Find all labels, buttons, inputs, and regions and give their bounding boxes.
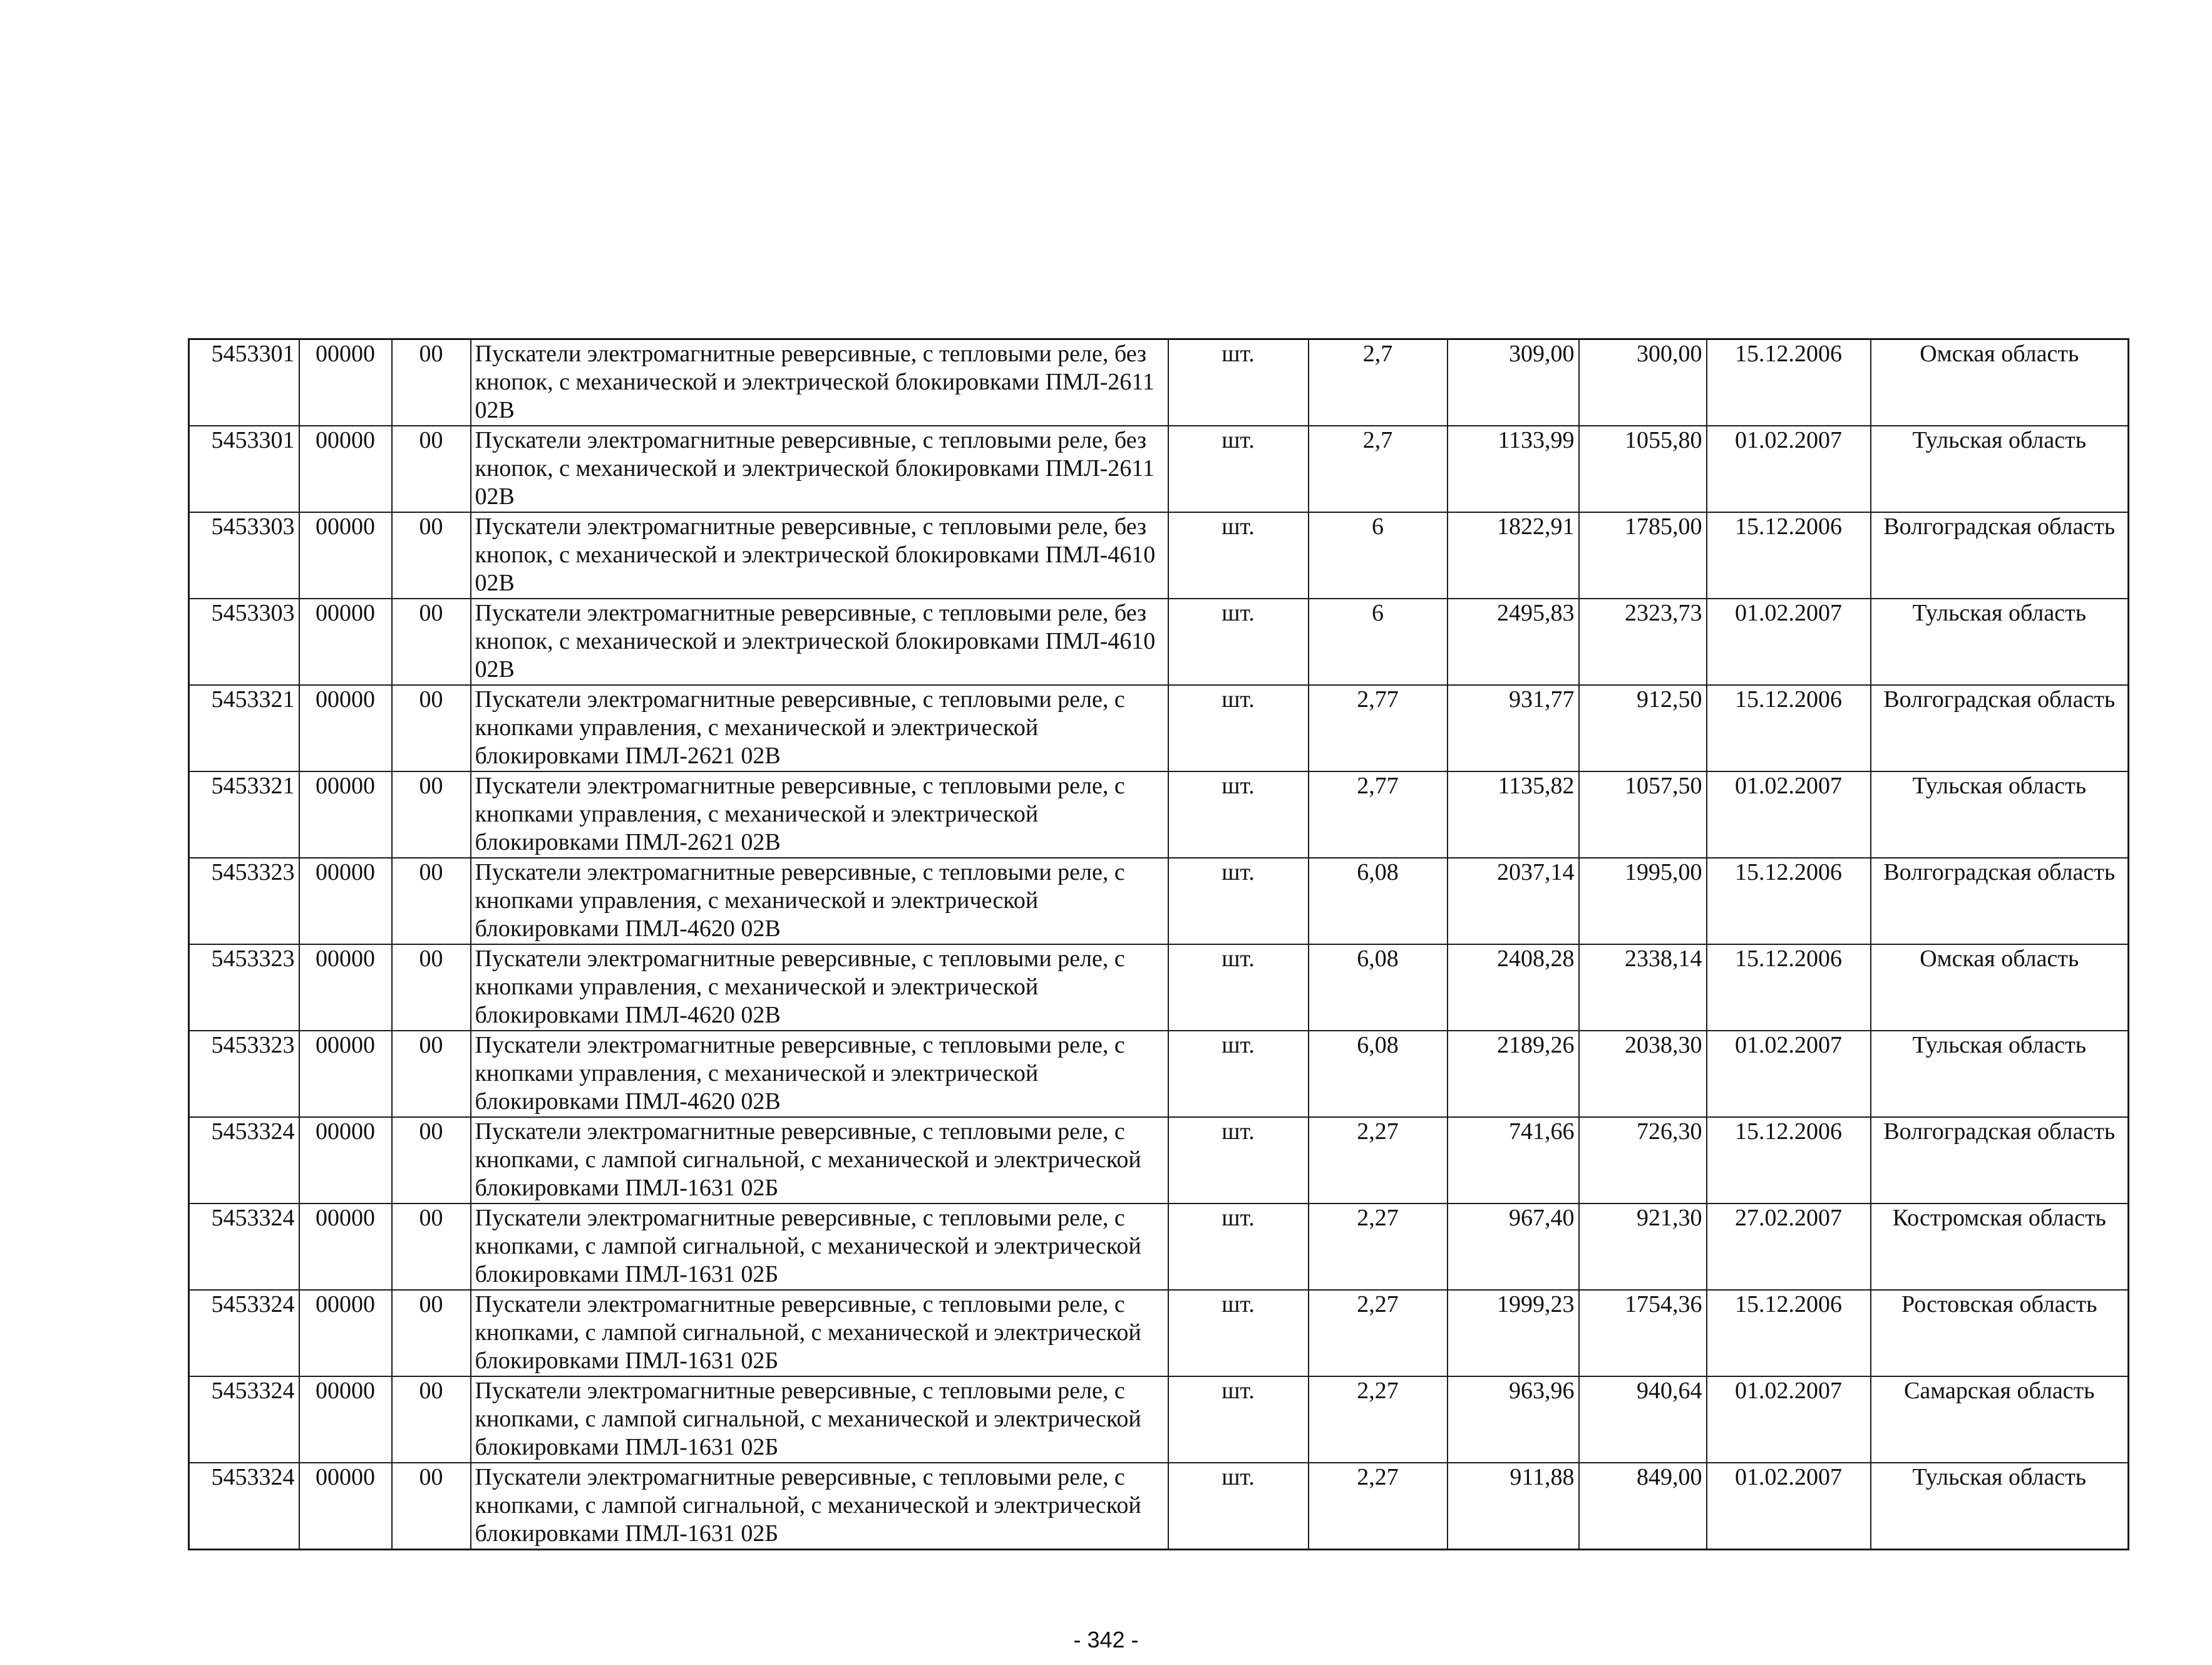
cell-price-total: 741,66: [1448, 1117, 1579, 1204]
cell-unit: шт.: [1168, 1204, 1309, 1290]
cell-subcode: 00000: [299, 1463, 392, 1550]
cell-coefficient: 2,7: [1309, 426, 1448, 512]
cell-description: Пускатели электромагнитные реверсивные, с тепловыми реле, с кнопками, с лампой сигнальной, с механической и электрической блокировками ПМЛ-1631 02Б: [471, 1117, 1168, 1204]
cell-subcode: 00000: [299, 771, 392, 858]
cell-code: 5453321: [189, 771, 299, 858]
cell-price-base: 1785,00: [1579, 512, 1707, 599]
cell-ext: 00: [392, 1117, 471, 1204]
cell-subcode: 00000: [299, 1117, 392, 1204]
cell-region: Омская область: [1871, 944, 2129, 1031]
cell-subcode: 00000: [299, 1290, 392, 1376]
cell-description: Пускатели электромагнитные реверсивные, с тепловыми реле, без кнопок, с механической и электрической блокировками ПМЛ-4610 02В: [471, 599, 1168, 685]
cell-region: Тульская область: [1871, 1463, 2129, 1550]
cell-coefficient: 2,77: [1309, 685, 1448, 771]
cell-price-total: 2037,14: [1448, 858, 1579, 944]
cell-description: Пускатели электромагнитные реверсивные, с тепловыми реле, с кнопками управления, с механической и электрической блокировками ПМЛ-4620 02В: [471, 944, 1168, 1031]
cell-date: 01.02.2007: [1707, 1031, 1871, 1117]
table-row: [189, 1204, 2129, 1290]
cell-ext: 00: [392, 1463, 471, 1550]
cell-date: 01.02.2007: [1707, 771, 1871, 858]
table-row: [189, 1031, 2129, 1117]
cell-coefficient: 2,27: [1309, 1290, 1448, 1376]
cell-region: Тульская область: [1871, 599, 2129, 685]
cell-price-total: 2408,28: [1448, 944, 1579, 1031]
cell-code: 5453301: [189, 426, 299, 512]
cell-unit: шт.: [1168, 1463, 1309, 1550]
cell-region: Тульская область: [1871, 771, 2129, 858]
cell-date: 01.02.2007: [1707, 1463, 1871, 1550]
cell-price-total: 1135,82: [1448, 771, 1579, 858]
cell-code: 5453303: [189, 599, 299, 685]
cell-code: 5453323: [189, 858, 299, 944]
table-row: [189, 858, 2129, 944]
cell-date: 15.12.2006: [1707, 1117, 1871, 1204]
table-row: [189, 1376, 2129, 1463]
cell-coefficient: 6,08: [1309, 1031, 1448, 1117]
cell-code: 5453324: [189, 1117, 299, 1204]
cell-region: Волгоградская область: [1871, 512, 2129, 599]
cell-code: 5453323: [189, 1031, 299, 1117]
cell-unit: шт.: [1168, 1290, 1309, 1376]
cell-ext: 00: [392, 1031, 471, 1117]
page-number: - 342 -: [1073, 1627, 1139, 1652]
cell-unit: шт.: [1168, 771, 1309, 858]
cell-description: Пускатели электромагнитные реверсивные, с тепловыми реле, без кнопок, с механической и электрической блокировками ПМЛ-4610 02В: [471, 512, 1168, 599]
cell-price-total: 2189,26: [1448, 1031, 1579, 1117]
cell-price-base: 726,30: [1579, 1117, 1707, 1204]
cell-date: 01.02.2007: [1707, 1376, 1871, 1463]
table-body: [189, 339, 2129, 1550]
cell-unit: шт.: [1168, 1117, 1309, 1204]
cell-price-total: 967,40: [1448, 1204, 1579, 1290]
table-row: [189, 426, 2129, 512]
cell-subcode: 00000: [299, 1376, 392, 1463]
cell-coefficient: 2,27: [1309, 1463, 1448, 1550]
cell-date: 15.12.2006: [1707, 339, 1871, 426]
cell-price-total: 1822,91: [1448, 512, 1579, 599]
cell-price-base: 300,00: [1579, 339, 1707, 426]
cell-coefficient: 2,27: [1309, 1204, 1448, 1290]
cell-coefficient: 2,77: [1309, 771, 1448, 858]
cell-date: 27.02.2007: [1707, 1204, 1871, 1290]
cell-ext: 00: [392, 1204, 471, 1290]
table-row: [189, 339, 2129, 426]
cell-price-total: 963,96: [1448, 1376, 1579, 1463]
cell-price-base: 2038,30: [1579, 1031, 1707, 1117]
table-row: [189, 599, 2129, 685]
cell-subcode: 00000: [299, 1031, 392, 1117]
table-row: [189, 771, 2129, 858]
table-row: [189, 944, 2129, 1031]
cell-subcode: 00000: [299, 858, 392, 944]
cell-region: Костромская область: [1871, 1204, 2129, 1290]
cell-ext: 00: [392, 426, 471, 512]
cell-region: Волгоградская область: [1871, 858, 2129, 944]
cell-unit: шт.: [1168, 685, 1309, 771]
cell-price-base: 912,50: [1579, 685, 1707, 771]
cell-description: Пускатели электромагнитные реверсивные, с тепловыми реле, с кнопками, с лампой сигнальной, с механической и электрической блокировками ПМЛ-1631 02Б: [471, 1290, 1168, 1376]
cell-price-base: 1754,36: [1579, 1290, 1707, 1376]
cell-unit: шт.: [1168, 1031, 1309, 1117]
cell-price-base: 2323,73: [1579, 599, 1707, 685]
cell-date: 15.12.2006: [1707, 1290, 1871, 1376]
cell-date: 15.12.2006: [1707, 512, 1871, 599]
cell-unit: шт.: [1168, 339, 1309, 426]
cell-unit: шт.: [1168, 512, 1309, 599]
cell-coefficient: 2,27: [1309, 1117, 1448, 1204]
cell-price-base: 940,64: [1579, 1376, 1707, 1463]
table-row: [189, 1463, 2129, 1550]
cell-unit: шт.: [1168, 426, 1309, 512]
cell-description: Пускатели электромагнитные реверсивные, с тепловыми реле, без кнопок, с механической и электрической блокировками ПМЛ-2611 02В: [471, 339, 1168, 426]
cell-ext: 00: [392, 599, 471, 685]
cell-subcode: 00000: [299, 339, 392, 426]
cell-ext: 00: [392, 339, 471, 426]
cell-subcode: 00000: [299, 1204, 392, 1290]
table-row: [189, 512, 2129, 599]
cell-code: 5453303: [189, 512, 299, 599]
cell-date: 15.12.2006: [1707, 858, 1871, 944]
price-table: [188, 338, 2129, 1550]
cell-code: 5453301: [189, 339, 299, 426]
cell-price-total: 931,77: [1448, 685, 1579, 771]
cell-description: Пускатели электромагнитные реверсивные, с тепловыми реле, с кнопками, с лампой сигнальной, с механической и электрической блокировками ПМЛ-1631 02Б: [471, 1376, 1168, 1463]
cell-date: 15.12.2006: [1707, 944, 1871, 1031]
cell-price-base: 1055,80: [1579, 426, 1707, 512]
cell-coefficient: 6: [1309, 599, 1448, 685]
cell-unit: шт.: [1168, 858, 1309, 944]
cell-price-base: 921,30: [1579, 1204, 1707, 1290]
cell-coefficient: 2,27: [1309, 1376, 1448, 1463]
cell-subcode: 00000: [299, 599, 392, 685]
cell-unit: шт.: [1168, 1376, 1309, 1463]
cell-code: 5453321: [189, 685, 299, 771]
cell-region: Волгоградская область: [1871, 1117, 2129, 1204]
cell-price-total: 309,00: [1448, 339, 1579, 426]
cell-coefficient: 6,08: [1309, 858, 1448, 944]
cell-code: 5453324: [189, 1290, 299, 1376]
cell-subcode: 00000: [299, 512, 392, 599]
cell-code: 5453324: [189, 1376, 299, 1463]
cell-ext: 00: [392, 1376, 471, 1463]
cell-unit: шт.: [1168, 599, 1309, 685]
cell-description: Пускатели электромагнитные реверсивные, с тепловыми реле, с кнопками управления, с механической и электрической блокировками ПМЛ-2621 02В: [471, 771, 1168, 858]
cell-date: 15.12.2006: [1707, 685, 1871, 771]
cell-price-total: 1999,23: [1448, 1290, 1579, 1376]
cell-region: Тульская область: [1871, 1031, 2129, 1117]
cell-date: 01.02.2007: [1707, 599, 1871, 685]
cell-description: Пускатели электромагнитные реверсивные, с тепловыми реле, с кнопками управления, с механической и электрической блокировками ПМЛ-4620 02В: [471, 858, 1168, 944]
cell-description: Пускатели электромагнитные реверсивные, с тепловыми реле, без кнопок, с механической и электрической блокировками ПМЛ-2611 02В: [471, 426, 1168, 512]
cell-price-base: 1995,00: [1579, 858, 1707, 944]
cell-price-total: 911,88: [1448, 1463, 1579, 1550]
cell-date: 01.02.2007: [1707, 426, 1871, 512]
cell-price-total: 2495,83: [1448, 599, 1579, 685]
cell-unit: шт.: [1168, 944, 1309, 1031]
cell-coefficient: 6: [1309, 512, 1448, 599]
cell-subcode: 00000: [299, 685, 392, 771]
cell-ext: 00: [392, 858, 471, 944]
cell-coefficient: 2,7: [1309, 339, 1448, 426]
cell-description: Пускатели электромагнитные реверсивные, с тепловыми реле, с кнопками, с лампой сигнальной, с механической и электрической блокировками ПМЛ-1631 02Б: [471, 1204, 1168, 1290]
cell-code: 5453323: [189, 944, 299, 1031]
cell-subcode: 00000: [299, 426, 392, 512]
cell-coefficient: 6,08: [1309, 944, 1448, 1031]
cell-code: 5453324: [189, 1204, 299, 1290]
cell-region: Тульская область: [1871, 426, 2129, 512]
cell-region: Волгоградская область: [1871, 685, 2129, 771]
cell-region: Ростовская область: [1871, 1290, 2129, 1376]
cell-price-base: 849,00: [1579, 1463, 1707, 1550]
cell-ext: 00: [392, 512, 471, 599]
cell-description: Пускатели электромагнитные реверсивные, с тепловыми реле, с кнопками управления, с механической и электрической блокировками ПМЛ-4620 02В: [471, 1031, 1168, 1117]
table-row: [189, 1117, 2129, 1204]
cell-code: 5453324: [189, 1463, 299, 1550]
cell-price-total: 1133,99: [1448, 426, 1579, 512]
cell-price-base: 2338,14: [1579, 944, 1707, 1031]
cell-ext: 00: [392, 771, 471, 858]
cell-ext: 00: [392, 685, 471, 771]
cell-price-base: 1057,50: [1579, 771, 1707, 858]
cell-region: Самарская область: [1871, 1376, 2129, 1463]
cell-ext: 00: [392, 944, 471, 1031]
table-row: [189, 685, 2129, 771]
table-row: [189, 1290, 2129, 1376]
cell-description: Пускатели электромагнитные реверсивные, с тепловыми реле, с кнопками управления, с механической и электрической блокировками ПМЛ-2621 02В: [471, 685, 1168, 771]
cell-region: Омская область: [1871, 339, 2129, 426]
cell-description: Пускатели электромагнитные реверсивные, с тепловыми реле, с кнопками, с лампой сигнальной, с механической и электрической блокировками ПМЛ-1631 02Б: [471, 1463, 1168, 1550]
cell-subcode: 00000: [299, 944, 392, 1031]
cell-ext: 00: [392, 1290, 471, 1376]
